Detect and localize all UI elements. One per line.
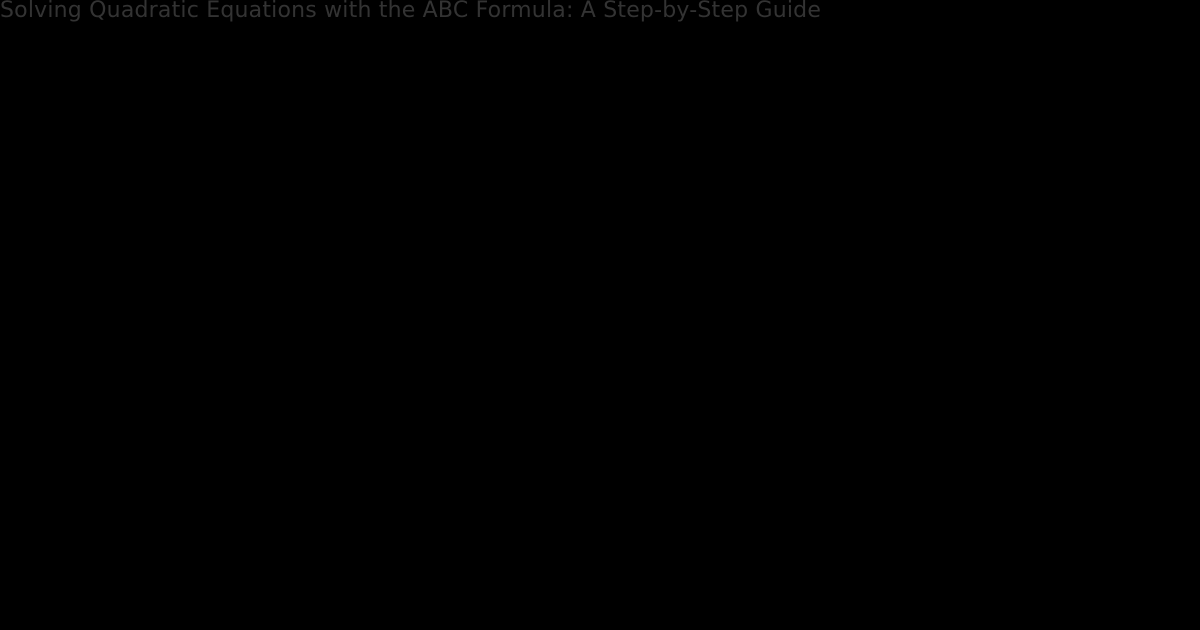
page-title: Solving Quadratic Equations with the ABC Formula: A Step-by-Step Guide [0, 0, 822, 23]
